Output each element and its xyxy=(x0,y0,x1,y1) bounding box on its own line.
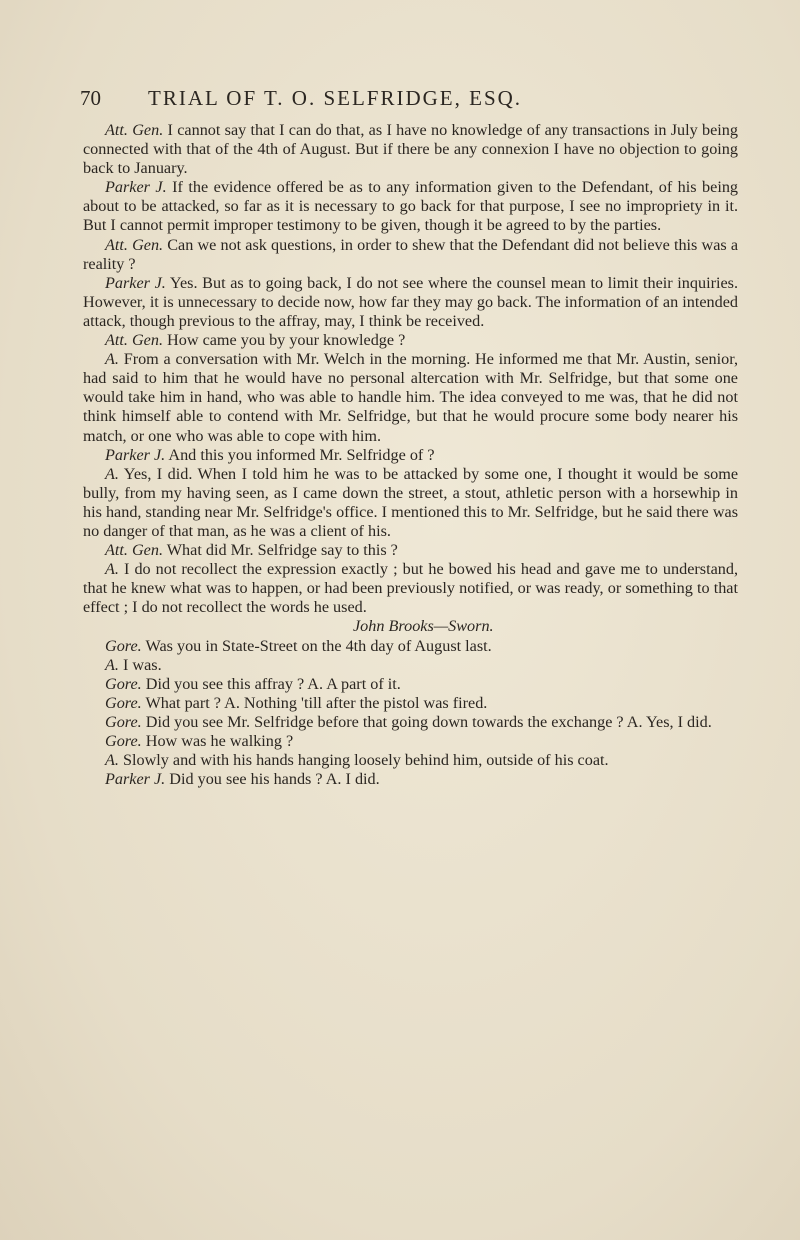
paragraph-text: What did Mr. Selfridge say to this ? xyxy=(166,541,398,560)
paragraph-text: And this you informed Mr. Selfridge of ? xyxy=(168,445,435,464)
speaker-label: A. xyxy=(105,655,119,674)
speaker-label: Parker J. xyxy=(105,770,166,789)
testimony-paragraph xyxy=(83,541,738,560)
testimony-paragraph xyxy=(83,656,738,675)
testimony-paragraph xyxy=(83,770,738,789)
paragraph-text: Did you see his hands ? A. I did. xyxy=(169,770,380,789)
paragraph-text: I cannot say that I can do that, as I have no knowledge of any transactions in July being connected with that of the 4th of August. But if there be any connexion I have no objection to going back to January. xyxy=(83,121,738,178)
paragraph-text: Did you see Mr. Selfridge before that going down towards the exchange ? A. Yes, I did. xyxy=(145,712,712,731)
running-title: TRIAL OF T. O. SELFRIDGE, ESQ. xyxy=(148,86,523,110)
speaker-label: Gore. xyxy=(105,693,142,712)
speaker-label: A. xyxy=(105,464,119,483)
testimony-paragraph xyxy=(83,694,738,713)
paragraph-text: Can we not ask questions, in order to shew that the Defendant did not believe this was a reality ? xyxy=(83,235,739,273)
speaker-label: Parker J. xyxy=(105,178,167,197)
paragraph-text: How was he walking ? xyxy=(145,732,294,750)
testimony-paragraph xyxy=(83,236,738,274)
testimony-paragraph xyxy=(83,637,738,656)
testimony-paragraph xyxy=(83,331,738,350)
testimony-paragraph xyxy=(83,121,738,178)
testimony-paragraph xyxy=(83,732,738,751)
testimony-paragraph xyxy=(83,713,738,732)
testimony-paragraph xyxy=(83,465,738,541)
speaker-label: Att. Gen. xyxy=(105,331,163,350)
page-number: 70 xyxy=(80,86,101,110)
paragraph-text: John Brooks—Sworn. xyxy=(353,617,494,636)
speaker-label: Gore. xyxy=(105,636,142,655)
speaker-label: Parker J. xyxy=(105,445,166,464)
paragraph-text: I was. xyxy=(122,655,162,674)
testimony-text xyxy=(83,121,738,789)
paragraph-text: Yes. But as to going back, I do not see where the counsel mean to limit their inquiries. However, it is unnecessary to decide now, how far they may go back. The information of an intended attack, though previous to the affray, may, I think be received. xyxy=(83,273,739,330)
speaker-label: A. xyxy=(105,560,119,579)
speaker-label: Gore. xyxy=(105,732,142,750)
speaker-label: Att. Gen. xyxy=(105,541,163,560)
paragraph-text: Yes, I did. When I told him he was to be attacked by some one, I thought it would be some bully, from my having seen, as I came down the street, a stout, athletic person with a horsewhip in his hand, standing near Mr. Selfridge's office. I mentioned this to Mr. Selfridge, but he said there was no danger of that man, as he was a client of his. xyxy=(83,464,739,540)
speaker-label: Parker J. xyxy=(105,273,166,292)
speaker-label: Att. Gen. xyxy=(105,235,164,254)
speaker-label: A. xyxy=(105,350,119,369)
testimony-paragraph xyxy=(83,350,738,445)
page-header xyxy=(80,86,740,116)
paragraph-text: Slowly and with his hands hanging loosely behind him, outside of his coat. xyxy=(122,751,609,770)
speaker-label: Gore. xyxy=(105,674,142,693)
testimony-paragraph xyxy=(83,446,738,465)
testimony-paragraph xyxy=(83,178,738,235)
paragraph-text: Was you in State-Street on the 4th day of August last. xyxy=(145,636,492,655)
paragraph-text: I do not recollect the expression exactly ; but he bowed his head and gave me to understand, that he knew what was to happen, or had been previously notified, or was ready, or something to that effect ; I do not recollect the words he used. xyxy=(83,560,738,617)
paragraph-text: How came you by your knowledge ? xyxy=(167,331,406,350)
witness-sworn-line xyxy=(83,617,738,636)
testimony-paragraph xyxy=(83,751,738,770)
paragraph-text: What part ? A. Nothing 'till after the pistol was fired. xyxy=(145,693,488,712)
testimony-paragraph xyxy=(83,274,738,331)
testimony-paragraph xyxy=(83,560,738,617)
speaker-label: A. xyxy=(105,751,119,770)
paragraph-text: From a conversation with Mr. Welch in the morning. He informed me that Mr. Austin, senior, had said to him that he would have no personal altercation with Mr. Selfridge, but that some one would take him in hand, who was able to handle him. The idea conveyed to me was, that he did not think himself able to contend with Mr. Selfridge, but that he would procure some body nearer his match, or one who was able to cope with him. xyxy=(83,350,738,445)
paragraph-text: If the evidence offered be as to any information given to the Defendant, of his being about to be attacked, so far as it is necessary to go back for that purpose, I see no impropriety in it. But I cannot permit improper testimony to be given, though it be agreed to by the parties. xyxy=(83,178,739,235)
speaker-label: Att. Gen. xyxy=(105,121,164,139)
testimony-paragraph xyxy=(83,675,738,694)
paragraph-text: Did you see this affray ? A. A part of it. xyxy=(145,674,401,693)
speaker-label: Gore. xyxy=(105,712,142,731)
